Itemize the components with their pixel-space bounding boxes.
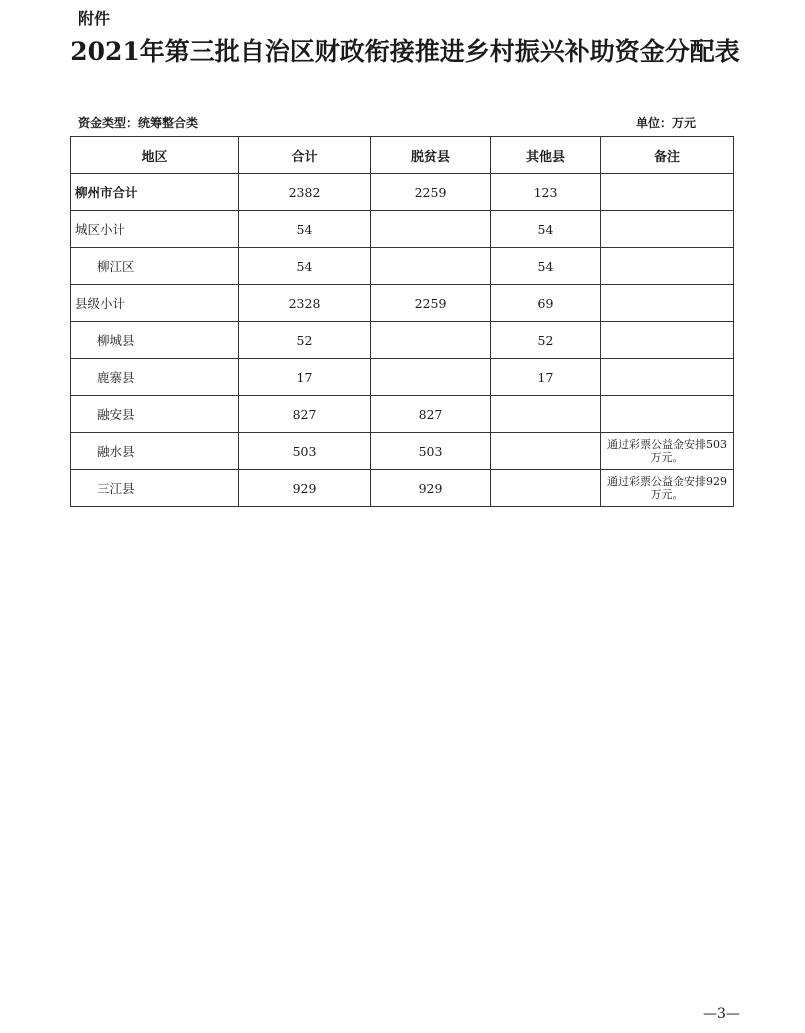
other-cell: [491, 433, 601, 470]
poverty-cell: 2259: [371, 174, 491, 211]
note-cell: [601, 359, 734, 396]
total-cell: 827: [239, 396, 371, 433]
poverty-cell: 827: [371, 396, 491, 433]
region-cell: 柳州市合计: [71, 174, 239, 211]
region-cell: 融安县: [71, 396, 239, 433]
table-row: [71, 470, 734, 507]
header-poverty-county: 脱贫县: [371, 137, 491, 174]
total-cell: 54: [239, 211, 371, 248]
poverty-cell: 503: [371, 433, 491, 470]
unit-label: 单位：万元: [636, 116, 697, 130]
region-cell: 城区小计: [71, 211, 239, 248]
total-cell: 54: [239, 248, 371, 285]
table-row: [71, 359, 734, 396]
other-cell: 54: [491, 211, 601, 248]
allocation-table: [70, 136, 734, 507]
region-cell: 三江县: [71, 470, 239, 507]
poverty-cell: 929: [371, 470, 491, 507]
table-row: [71, 211, 734, 248]
total-cell: 503: [239, 433, 371, 470]
table-row: [71, 396, 734, 433]
poverty-cell: [371, 248, 491, 285]
total-cell: 17: [239, 359, 371, 396]
other-cell: 54: [491, 248, 601, 285]
other-cell: 52: [491, 322, 601, 359]
note-cell: [601, 211, 734, 248]
table-row: [71, 174, 734, 211]
fund-type-label: 资金类型：统筹整合类: [78, 116, 199, 130]
table-row: [71, 322, 734, 359]
other-cell: [491, 470, 601, 507]
other-cell: 17: [491, 359, 601, 396]
note-cell: 通过彩票公益金安排503万元。: [601, 433, 734, 470]
region-cell: 鹿寨县: [71, 359, 239, 396]
table-row: [71, 433, 734, 470]
region-cell: 柳城县: [71, 322, 239, 359]
note-cell: 通过彩票公益金安排929万元。: [601, 470, 734, 507]
poverty-cell: 2259: [371, 285, 491, 322]
poverty-cell: [371, 322, 491, 359]
document-title: 2021年第三批自治区财政衔接推进乡村振兴补助资金分配表: [70, 37, 740, 66]
table-header-row: [71, 137, 734, 174]
header-region: 地区: [71, 137, 239, 174]
table-row: [71, 248, 734, 285]
note-cell: [601, 285, 734, 322]
other-cell: [491, 396, 601, 433]
note-cell: [601, 248, 734, 285]
total-cell: 2328: [239, 285, 371, 322]
poverty-cell: [371, 359, 491, 396]
region-cell: 融水县: [71, 433, 239, 470]
other-cell: 69: [491, 285, 601, 322]
region-cell: 县级小计: [71, 285, 239, 322]
header-other-county: 其他县: [491, 137, 601, 174]
note-cell: [601, 322, 734, 359]
note-cell: [601, 396, 734, 433]
poverty-cell: [371, 211, 491, 248]
total-cell: 52: [239, 322, 371, 359]
header-total: 合计: [239, 137, 371, 174]
note-cell: [601, 174, 734, 211]
attachment-label: 附件: [78, 9, 111, 28]
other-cell: 123: [491, 174, 601, 211]
total-cell: 929: [239, 470, 371, 507]
region-cell: 柳江区: [71, 248, 239, 285]
header-note: 备注: [601, 137, 734, 174]
total-cell: 2382: [239, 174, 371, 211]
table-row: [71, 285, 734, 322]
page-number: —3—: [703, 1006, 740, 1022]
